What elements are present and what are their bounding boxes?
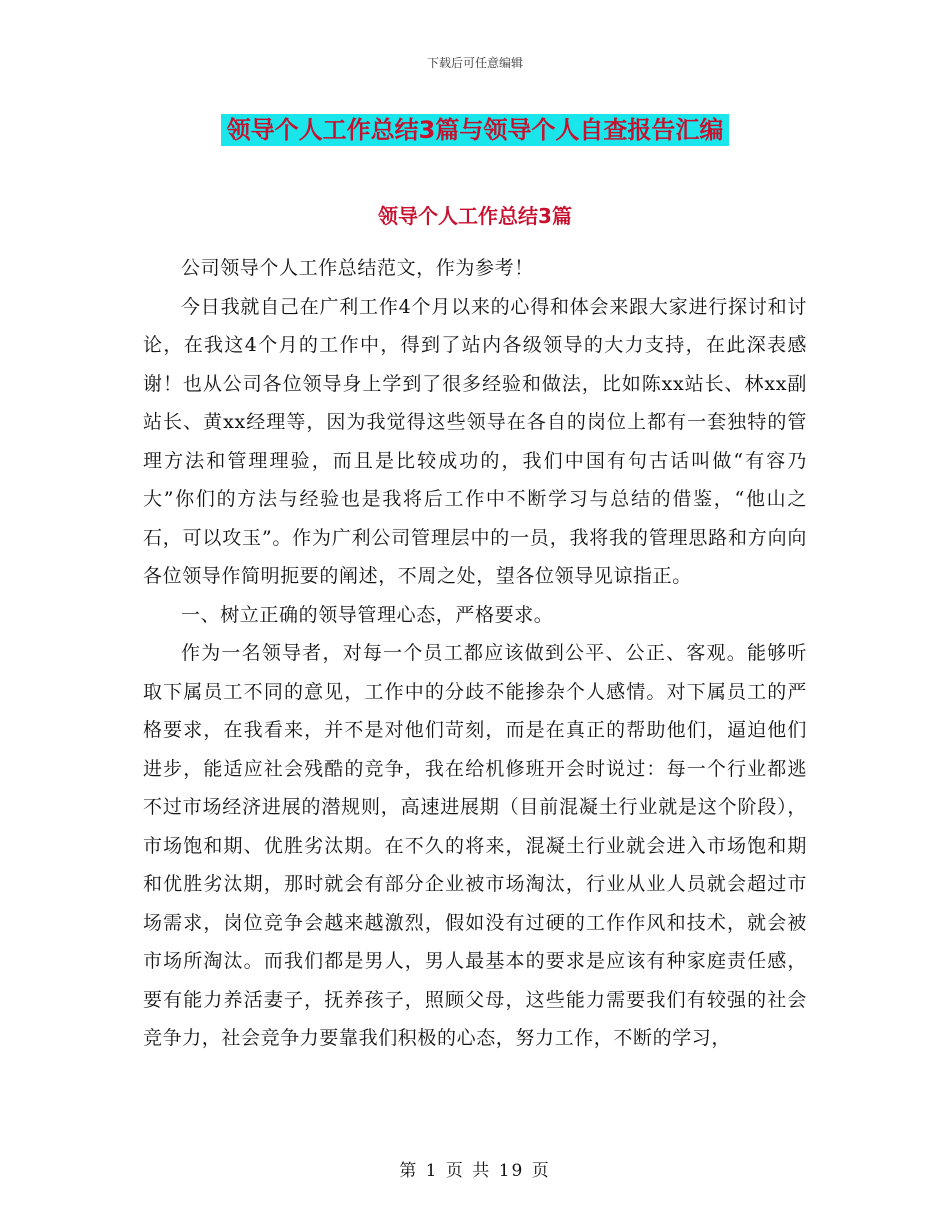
paragraph-leadership: 作为一名领导者，对每一个员工都应该做到公平、公正、客观。能够听取下属员工不同的意见，工作中的分歧不能掺杂个人感情。对下属员工的严格要求，在我看来，并不是对他们苛刻，而是在真正的帮助他们，逼迫他们进步，能适应社会残酷的竞争，我在给机修班开会时说过：每一个行业都逃不过市场经济进展的潜规则，高速进展期（目前混凝土行业就是这个阶段），市场饱和期、优胜劣汰期。在不久的将来，混凝土行业就会进入市场饱和期和优胜劣汰期，那时就会有部分企业被市场淘汰，行业从业人员就会超过市场需求，岗位竞争会越来越激烈，假如没有过硬的工作作风和技术，就会被市场所淘汰。而我们都是男人，男人最基本的要求是应该有种家庭责任感，要有能力养活妻子，抚养孩子，照顾父母，这些能力需要我们有较强的社会竞争力，社会竞争力要靠我们积极的心态，努力工作，不断的学习， [143, 642, 807, 1049]
document-title: 领导个人工作总结3篇与领导个人自查报告汇编 [221, 114, 730, 146]
document-body [143, 249, 807, 1058]
paragraph-experience: 今日我就自己在广利工作4个月以来的心得和体会来跟大家进行探讨和讨论，在我这4个月的工作中，得到了站内各级领导的大力支持，在此深表感谢！也从公司各位领导身上学到了很多经验和做法，比如陈xx站长、林xx副站长、黄xx经理等，因为我觉得这些领导在各自的岗位上都有一套独特的管理方法和管理理验，而且是比较成功的，我们中国有句古话叫做“有容乃大”你们的方法与经验也是我将后工作中不断学习与总结的借鉴，“他山之石，可以攻玉”。作为广利公司管理层中的一员，我将我的管理思路和方向向各位领导作简明扼要的阐述，不周之处，望各位领导见谅指正。 [143, 295, 807, 587]
paragraph-intro: 公司领导个人工作总结范文，作为参考！ [181, 257, 534, 279]
page-header-note: 下载后可任意编辑 [426, 56, 523, 70]
section-heading-one: 一、树立正确的领导管理心态，严格要求。 [181, 603, 554, 626]
section-title: 领导个人工作总结3篇 [378, 204, 572, 228]
page-number: 第 1 页 共 19 页 [399, 1161, 551, 1181]
document-title-container [0, 114, 950, 146]
